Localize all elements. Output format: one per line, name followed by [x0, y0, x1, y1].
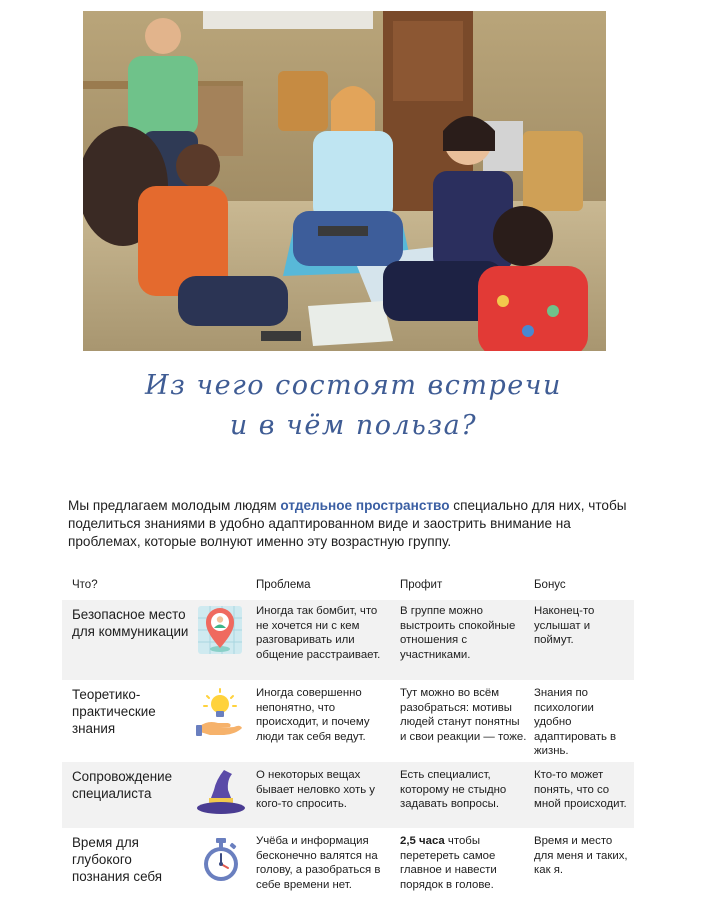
row-profit-text: чтобы перетереть самое главное и навести порядок в голове. [400, 835, 497, 891]
row-profit-text: Тут можно во всём разобраться: мотивы людей станут понятны и свои реакции — тоже. [400, 687, 527, 743]
row-profit-text: В группе можно выстроить спокойные отношения с участниками. [400, 605, 516, 661]
row-profit-text: Есть специалист, которому не стыдно задавать вопросы. [400, 769, 507, 811]
stopwatch-icon [194, 834, 246, 890]
intro-highlight: отдельное пространство [280, 498, 450, 513]
header-bonus: Бонус [534, 579, 566, 591]
wizard-hat-icon [194, 766, 246, 822]
row-what: Время для глубокого познания себя [72, 835, 162, 884]
row-problem: Иногда совершенно непонятно, что происходит, и почему люди так себя ведут. [256, 687, 370, 743]
intro-text-after: специально для них, чтобы поделиться знаниями в удобно адаптированном виде и заострить внимание на проблемах, которые волнуют именно эту возрастную группу. [68, 498, 627, 549]
row-profit-bold: 2,5 часа [400, 835, 445, 847]
row-profit [400, 834, 528, 892]
row-profit [400, 604, 528, 662]
header-profit: Профит [400, 579, 443, 591]
header-what: Что? [72, 579, 98, 591]
row-bonus: Время и место для меня и таких, как я. [534, 835, 628, 877]
group-session-photo [83, 11, 606, 351]
row-bonus: Наконец-то услышат и поймут. [534, 605, 595, 647]
table-header [62, 576, 634, 600]
heading-line-1: Из чего состоят встречи [145, 370, 562, 401]
section-heading [0, 366, 707, 446]
table-row [62, 762, 634, 828]
row-problem: Учёба и информация бесконечно валятся на голову, а разобраться в себе времени нет. [256, 835, 381, 891]
table-row [62, 600, 634, 680]
heading-line-2: и в чём польза? [229, 410, 478, 441]
location-pin-person-icon [194, 602, 246, 658]
lightbulb-hand-icon [194, 686, 246, 742]
intro-paragraph [68, 497, 638, 551]
row-profit [400, 686, 528, 744]
row-what: Безопасное место для коммуникации [72, 607, 189, 639]
table-row [62, 828, 634, 896]
row-what: Сопровождение специалиста [72, 769, 173, 801]
row-bonus: Кто-то может понять, что со мной происходит. [534, 769, 627, 811]
benefits-table [62, 576, 634, 896]
table-row [62, 680, 634, 762]
row-problem: Иногда так бомбит, что не хочется ни с кем разговаривать или общение расстраивает. [256, 605, 381, 661]
header-problem: Проблема [256, 579, 311, 591]
row-what: Теоретико-практические знания [72, 687, 156, 736]
row-bonus: Знания по психологии удобно адаптировать в жизнь. [534, 687, 617, 758]
intro-text-before: Мы предлагаем молодым людям [68, 498, 281, 513]
row-problem: О некоторых вещах бывает неловко хоть у кого-то спросить. [256, 769, 375, 811]
row-profit [400, 768, 528, 812]
